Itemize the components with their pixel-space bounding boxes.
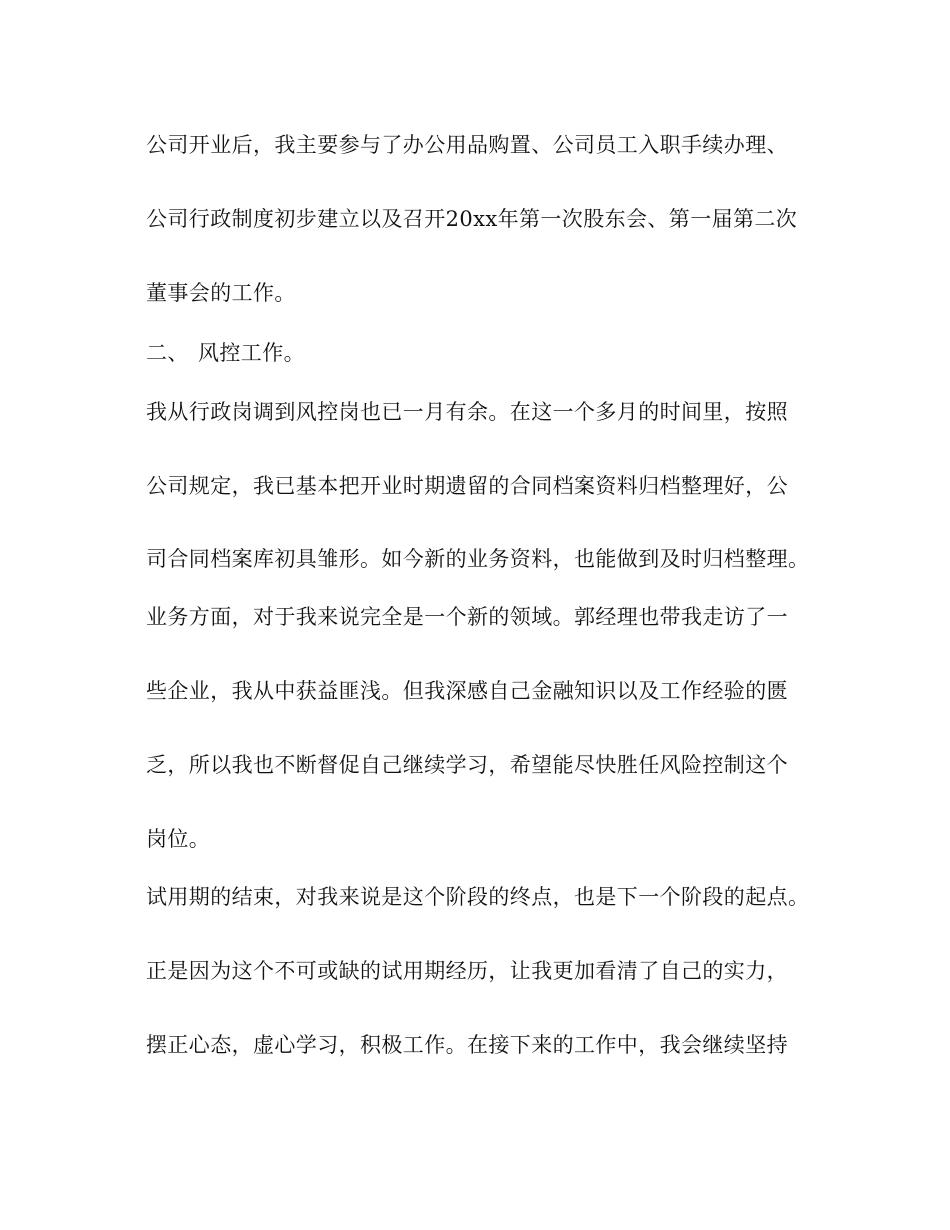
section-title: 风控工作。 (198, 341, 305, 365)
text-line: 业务方面，对于我来说完全是一个新的领域。郭经理也带我走访了一 (146, 605, 788, 629)
text-line: 董事会的工作。 (146, 281, 296, 305)
text-line: 公司开业后，我主要参与了办公用品购置、公司员工入职手续办理、 (146, 133, 788, 157)
text-line: 司合同档案库初具雏形。如今新的业务资料，也能做到及时归档整理。 (146, 547, 810, 571)
text-line: 些企业，我从中获益匪浅。但我深感自己金融知识以及工作经验的匮 (146, 679, 788, 703)
text-line: 摆正心态，虚心学习，积极工作。在接下来的工作中，我会继续坚持 (146, 1033, 788, 1057)
text-line: 公司行政制度初步建立以及召开20xx年第一次股东会、第一届第二次 (146, 207, 798, 231)
text-line: 正是因为这个不可或缺的试用期经历，让我更加看清了自己的实力， (146, 959, 788, 983)
section-heading (146, 339, 305, 367)
text-line: 我从行政岗调到风控岗也已一月有余。在这一个多月的时间里，按照 (146, 400, 788, 424)
section-number: 二、 (146, 341, 189, 365)
text-line: 岗位。 (146, 827, 211, 851)
text-line: 乏，所以我也不断督促自己继续学习，希望能尽快胜任风险控制这个 (146, 753, 788, 777)
text-line: 试用期的结束，对我来说是这个阶段的终点，也是下一个阶段的起点。 (146, 885, 810, 909)
text-line: 公司规定，我已基本把开业时期遗留的合同档案资料归档整理好，公 (146, 474, 788, 498)
